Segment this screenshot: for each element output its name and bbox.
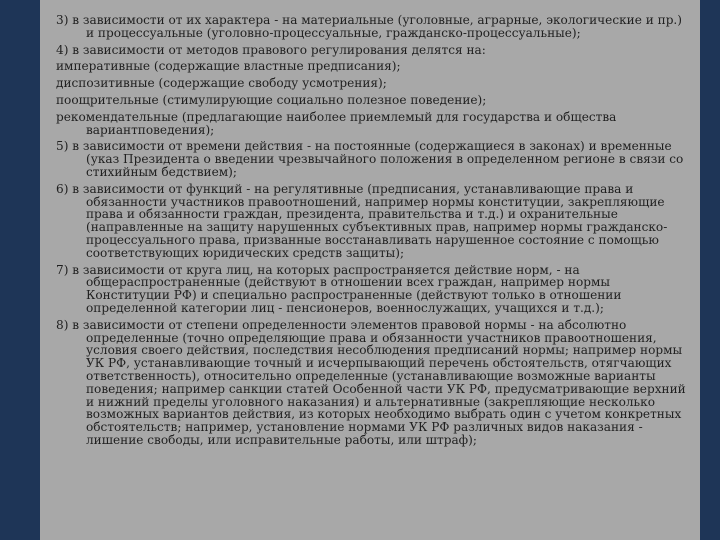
paragraph-by-certainty: 8) в зависимости от степени определенности элементов правовой нормы - на абсолютно определенные (точно определяющие права и обязанности участников правоотношения, условия своего действия, последствия несоблюдения предписаний нормы; например нормы УК РФ, устанавливающие точный и исчерпывающий перечень обстоятельств, отягчающих ответственность), относительно определенные (устанавливающие возможные варианты поведения; например санкции статей Особенной части УК РФ, предусматривающие верхний и нижний пределы уголовного наказания) и альтернативные (закрепляющие несколько возможных вариантов действия, из которых необходимо выбрать один с учетом конкретных обстоятельств; например, установление нормами УК РФ различных видов наказания - лишение свободы, или исправительные работы, или штраф); [56, 317, 686, 447]
paragraph-by-character: 3) в зависимости от их характера - на материальные (уголовные, аграрные, экологические и пр.) и процессуальные (уголовно-процессуальные, гражданско-процессуальные); [56, 13, 682, 40]
paragraph-by-function: 6) в зависимости от функций - на регулятивные (предписания, устанавливающие права и обязанности участников правоотношений, например нормы конституции, закрепляющие права и обязанности граждан, президента, правительства и т.д.) и охранительные (направленные на защиту нарушенных субъективных прав, например нормы гражданско-процессуального права, призванные восстанавливать нарушенное состояние с помощью соответствующих юридических средств защиты); [56, 181, 668, 260]
slide-content [40, 0, 700, 540]
paragraph-imperative: императивные (содержащие властные предписания); [56, 59, 401, 74]
paragraph-by-persons: 7) в зависимости от круга лиц, на которых распространяется действие норм, - на общераспространенные (действуют в отношении всех граждан, например нормы Конституции РФ) и специально распространенные (действуют только в отношении определенной категории лиц - пенсионеров, военнослужащих, учащихся и т.д.); [56, 262, 622, 315]
paragraph-recommendatory: рекомендательные (предлагающие наиболее приемлемый для государства и общества вариантповедения); [56, 109, 617, 137]
paragraph-by-time: 5) в зависимости от времени действия - на постоянные (содержащиеся в законах) и временные (указ Президента о введении чрезвычайного положения в определенном регионе в связи со стихийным бедствием); [56, 139, 684, 179]
paragraph-dispositive: диспозитивные (содержащие свободу усмотрения); [56, 76, 387, 91]
paragraph-incentive: поощрительные (стимулирующие социально полезное поведение); [56, 92, 487, 107]
paragraph-by-method: 4) в зависимости от методов правового регулирования делятся на: [56, 42, 486, 57]
